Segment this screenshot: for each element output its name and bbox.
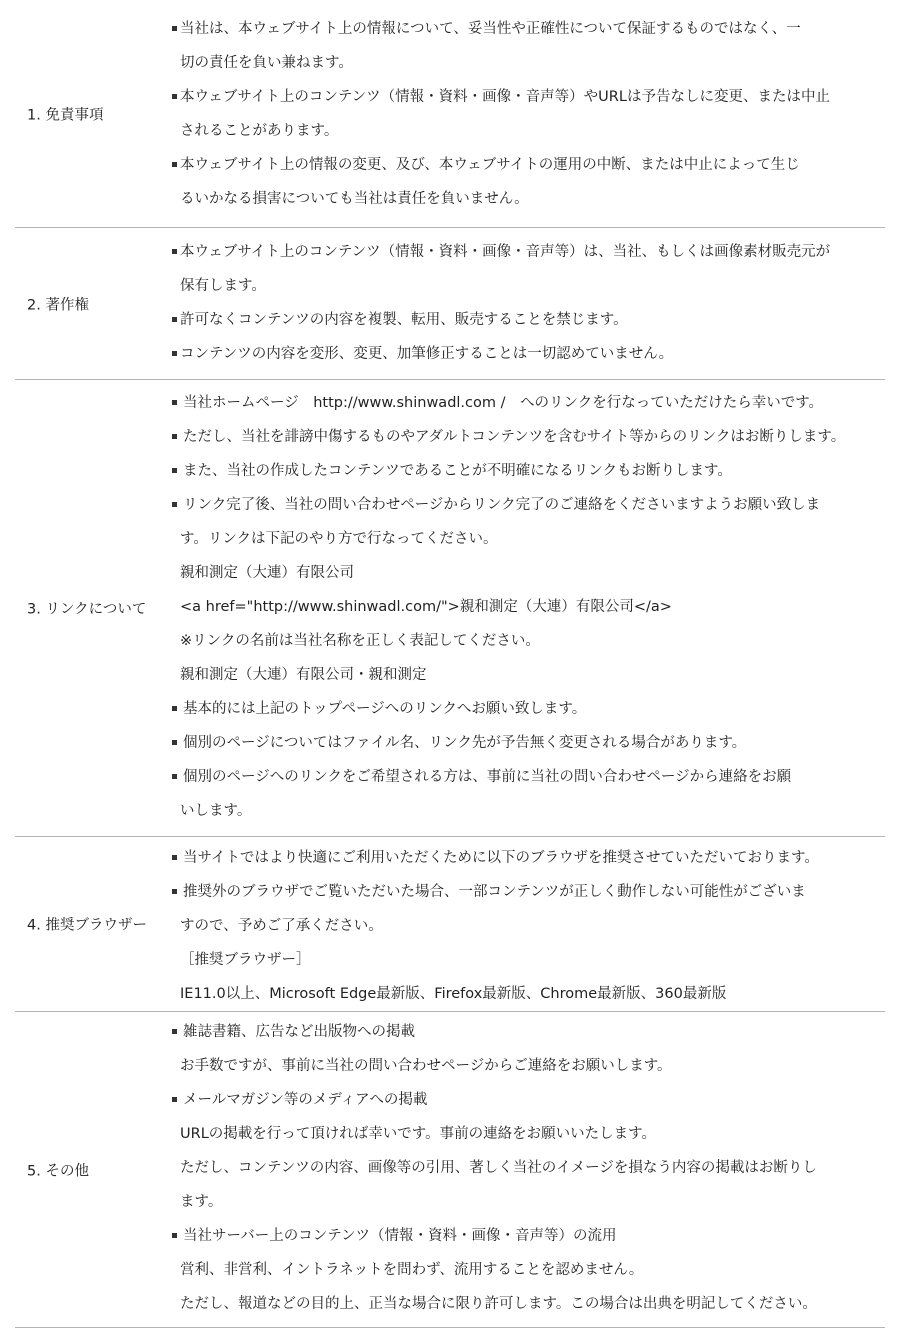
section-body [172, 12, 885, 216]
browser-list: IE11.0以上、Microsoft Edge最新版、Firefox最新版、Chrome最新版、360最新版 [180, 986, 727, 1002]
line-text: 個別のページへのリンクをご希望される方は、事前に当社の問い合わせページから連絡をお願 [183, 769, 792, 785]
line-continuation: 営利、非営利、イントラネットを問わず、流用することを認めません。 [180, 1262, 644, 1278]
bullet-icon [172, 249, 177, 254]
line-text: 本ウェブサイト上のコンテンツ（情報・資料・画像・音声等）は、当社、もしくは画像素材販売元が [180, 244, 831, 260]
line-text: 当社サーバー上のコンテンツ（情報・資料・画像・音声等）の流用 [183, 1228, 617, 1244]
line-continuation: 保有します。 [180, 278, 266, 294]
bullet-icon [172, 434, 177, 439]
line-continuation: いします。 [180, 803, 252, 819]
list-item [172, 488, 885, 522]
section-body [172, 235, 885, 371]
list-item [172, 760, 885, 794]
list-item [172, 80, 885, 114]
bullet-icon [172, 1029, 177, 1034]
section-links [15, 380, 885, 837]
section-disclaimer [15, 0, 885, 228]
section-title: 1. 免責事項 [27, 107, 104, 123]
line-text: 当社ホームページ http://www.shinwadl.com / へのリンクを行なっていただけたら幸いです。 [183, 395, 824, 411]
line-continuation: ます。 [180, 1194, 223, 1210]
bullet-icon [172, 502, 177, 507]
list-item [172, 454, 885, 488]
list-item [172, 148, 885, 182]
line-text: ただし、当社を誹謗中傷するものやアダルトコンテンツを含むサイト等からのリンクはお断りします。 [183, 429, 846, 445]
line-continuation: されることがあります。 [180, 123, 339, 139]
line-text: また、当社の作成したコンテンツであることが不明確になるリンクもお断りします。 [183, 463, 732, 479]
section-body [172, 841, 885, 1011]
section-body [172, 386, 885, 828]
bullet-icon [172, 94, 177, 99]
list-item [172, 386, 885, 420]
line-text: 本ウェブサイト上のコンテンツ（情報・資料・画像・音声等）やURLは予告なしに変更、または中止 [180, 89, 830, 105]
bullet-icon [172, 317, 177, 322]
line-continuation: す。リンクは下記のやり方で行なってください。 [180, 531, 498, 547]
list-item [172, 420, 885, 454]
list-item [172, 1015, 885, 1049]
bullet-icon [172, 774, 177, 779]
bullet-icon [172, 351, 177, 356]
list-item [172, 303, 885, 337]
line-text: 推奨外のブラウザでご覧いただいた場合、一部コンテンツが正しく動作しない可能性がございま [183, 884, 806, 900]
bullet-icon [172, 1233, 177, 1238]
note-text: ※リンクの名前は当社名称を正しく表記してください。 [180, 633, 540, 649]
section-title: 3. リンクについて [27, 601, 147, 618]
bullet-icon [172, 1097, 177, 1102]
section-browsers [15, 837, 885, 1012]
bullet-icon [172, 400, 177, 405]
line-text: 個別のページについてはファイル名、リンク先が予告無く変更される場合があります。 [183, 735, 747, 751]
line-text: 基本的には上記のトップページへのリンクへお願い致します。 [183, 701, 587, 717]
list-item [172, 841, 885, 875]
terms-table [15, 0, 885, 1328]
line-text: 許可なくコンテンツの内容を複製、転用、販売することを禁じます。 [180, 312, 628, 328]
list-item [172, 692, 885, 726]
bullet-icon [172, 468, 177, 473]
list-item [172, 875, 885, 909]
section-body [172, 1015, 885, 1321]
bullet-icon [172, 706, 177, 711]
list-item [172, 235, 885, 269]
line-text: コンテンツの内容を変形、変更、加筆修正することは一切認めていません。 [180, 346, 674, 362]
section-title: 5. その他 [27, 1163, 89, 1179]
browser-heading: ［推奨ブラウザー］ [180, 952, 311, 968]
line-text: メールマガジン等のメディアへの掲載 [183, 1092, 428, 1108]
line-continuation: るいかなる損害についても当社は責任を負いません。 [180, 191, 529, 207]
line-continuation: URLの掲載を行って頂ければ幸いです。事前の連絡をお願いいたします。 [180, 1126, 656, 1142]
link-code-sample: <a href="http://www.shinwadl.com/">親和測定（大連）有限公司</a> [180, 599, 672, 615]
line-continuation: お手数ですが、事前に当社の問い合わせページからご連絡をお願いします。 [180, 1058, 672, 1074]
line-text: 当社は、本ウェブサイト上の情報について、妥当性や正確性について保証するものではなく、一 [180, 21, 801, 37]
bullet-icon [172, 26, 177, 31]
line-continuation: 切の責任を負い兼ねます。 [180, 55, 353, 71]
bullet-icon [172, 855, 177, 860]
line-continuation: ただし、報道などの目的上、正当な場合に限り許可します。この場合は出典を明記してください。 [180, 1296, 817, 1312]
section-title: 2. 著作権 [27, 297, 89, 313]
list-item [172, 337, 885, 371]
list-item [172, 1083, 885, 1117]
section-title: 4. 推奨ブラウザー [27, 917, 147, 934]
line-text: 本ウェブサイト上の情報の変更、及び、本ウェブサイトの運用の中断、または中止によって生じ [180, 157, 800, 173]
line-text: 雑誌書籍、広告など出版物への掲載 [183, 1024, 415, 1040]
bullet-icon [172, 162, 177, 167]
line-text: 当サイトではより快適にご利用いただくために以下のブラウザを推奨させていただいております。 [183, 850, 819, 866]
list-item [172, 1219, 885, 1253]
line-continuation: ただし、コンテンツの内容、画像等の引用、著しく当社のイメージを損なう内容の掲載はお断りし [180, 1160, 817, 1176]
company-name: 親和測定（大連）有限公司・親和測定 [180, 667, 427, 683]
line-text: リンク完了後、当社の問い合わせページからリンク完了のご連絡をくださいますようお願い致しま [183, 497, 821, 513]
bullet-icon [172, 740, 177, 745]
list-item [172, 726, 885, 760]
list-item [172, 12, 885, 46]
section-copyright [15, 228, 885, 380]
section-other [15, 1012, 885, 1328]
bullet-icon [172, 889, 177, 894]
line-continuation: すので、予めご了承ください。 [180, 918, 383, 934]
company-name: 親和測定（大連）有限公司 [180, 565, 354, 581]
